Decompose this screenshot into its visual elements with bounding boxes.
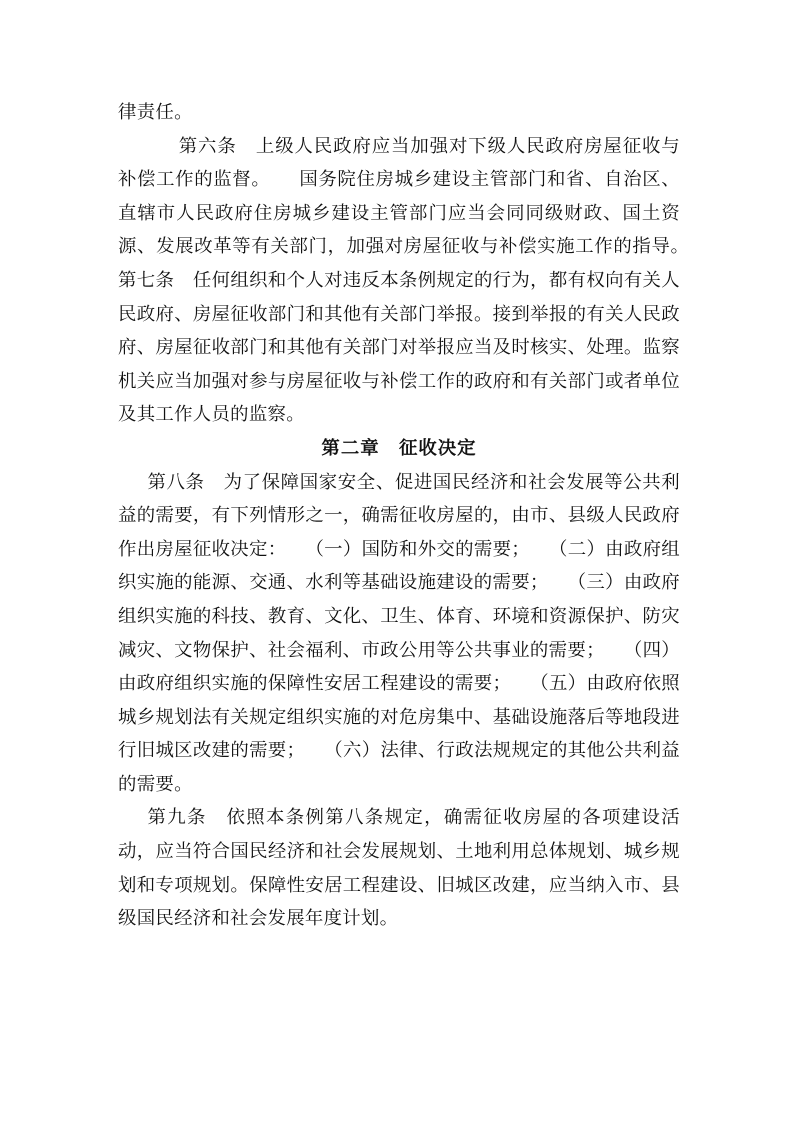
paragraph-article-9: 第九条 依照本条例第八条规定，确需征收房屋的各项建设活动，应当符合国民经济和社会发展规划、土地利用总体规划、城乡规划和专项规划。保障性安居工程建设、旧城区改建，应当纳入市、县级国民经济和社会发展年度计划。 xyxy=(118,807,680,930)
paragraph-article-8: 第八条 为了保障国家安全、促进国民经济和社会发展等公共利益的需要，有下列情形之一，确需征收房屋的，由市、县级人民政府作出房屋征收决定： （一）国防和外交的需要； （二）由政府组织实施的能源、交通、水利等基础设施建设的需要； （三）由政府组织实施的科技、教育、文化、卫生、体育、环境和资源保护、防灾减灾、文物保护、社会福利、市政公用等公共事业的需要； （四）由政府组织实施的保障性安居工程建设的需要； （五）由政府依照城乡规划法有关规定组织实施的对危房集中、基础设施落后等地段进行旧城区改建的需要； （六）法律、行政法规规定的其他公共利益的需要。 xyxy=(118,471,680,795)
document-page xyxy=(118,96,718,936)
chapter-title: 第二章 征收决定 xyxy=(321,437,477,459)
paragraph-article-6-7: 第六条 上级人民政府应当加强对下级人民政府房屋征收与补偿工作的监督。 国务院住房城乡建设主管部门和省、自治区、直辖市人民政府住房城乡建设主管部门应当会同同级财政、国土资源、发展改革等有关部门，加强对房屋征收与补偿实施工作的指导。 第七条 任何组织和个人对违反本条例规定的行为，都有权向有关人民政府、房屋征收部门和其他有关部门举报。接到举报的有关人民政府、房屋征收部门和其他有关部门对举报应当及时核实、处理。监察机关应当加强对参与房屋征收与补偿工作的政府和有关部门或者单位及其工作人员的监察。 xyxy=(118,135,718,426)
paragraph-continuation: 律责任。 xyxy=(118,102,193,123)
